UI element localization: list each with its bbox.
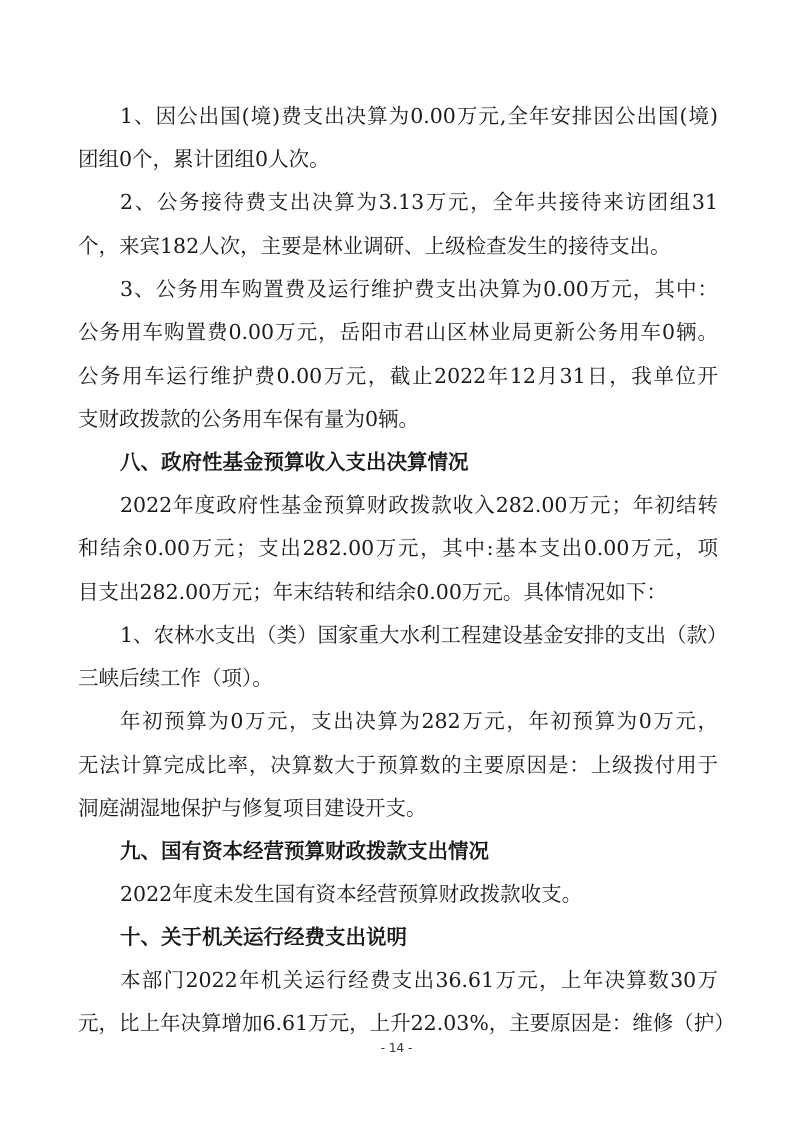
paragraph-line: 团组0个，累计团组0人次。	[78, 147, 330, 171]
paragraph-line: 目支出282.00万元；年末结转和结余0.00万元。具体情况如下：	[78, 580, 667, 604]
paragraph-line: 和结余0.00万元；支出282.00万元，其中:基本支出0.00万元，项	[78, 536, 718, 560]
paragraph-line: 2、公务接待费支出决算为3.13万元，全年共接待来访团组31	[120, 190, 718, 214]
paragraph-line: 2022年度政府性基金预算财政拨款收入282.00万元；年初结转	[120, 493, 718, 517]
paragraph-line: 年初预算为0万元，支出决算为282万元，年初预算为0万元，	[120, 709, 718, 733]
paragraph-line: 本部门2022年机关运行经费支出36.61万元，上年决算数30万	[120, 968, 718, 992]
section-heading: 十、关于机关运行经费支出说明	[120, 925, 407, 949]
paragraph-line: 洞庭湖湿地保护与修复项目建设开支。	[78, 796, 427, 820]
paragraph-line: 3、公务用车购置费及运行维护费支出决算为0.00万元，其中：	[120, 277, 718, 301]
section-heading: 八、政府性基金预算收入支出决算情况	[120, 450, 469, 474]
paragraph-line: 无法计算完成比率，决算数大于预算数的主要原因是：上级拨付用于	[78, 753, 718, 777]
paragraph-line: 个，来宾182人次，主要是林业调研、上级检查发生的接待支出。	[78, 234, 671, 258]
paragraph-line: 2022年度未发生国有资本经营预算财政拨款收支。	[120, 882, 583, 906]
paragraph-line: 三峡后续工作（项）。	[78, 666, 273, 690]
paragraph-line: 支财政拨款的公务用车保有量为0辆。	[78, 407, 420, 431]
paragraph-line: 1、农林水支出（类）国家重大水利工程建设基金安排的支出（款）	[120, 623, 728, 647]
paragraph-line: 公务用车运行维护费0.00万元，截止2022年12月31日，我单位开	[78, 364, 718, 388]
paragraph-line: 1、因公出国(境)费支出决算为0.00万元,全年安排因公出国(境)	[120, 104, 718, 128]
paragraph-line: 公务用车购置费0.00万元，岳阳市君山区林业局更新公务用车0辆。	[78, 320, 718, 344]
page-number: - 14 -	[380, 1041, 413, 1055]
paragraph-line: 元，比上年决算增加6.61万元，上升22.03%，主要原因是：维修（护）	[78, 1011, 735, 1035]
section-heading: 九、国有资本经营预算财政拨款支出情况	[120, 839, 489, 863]
